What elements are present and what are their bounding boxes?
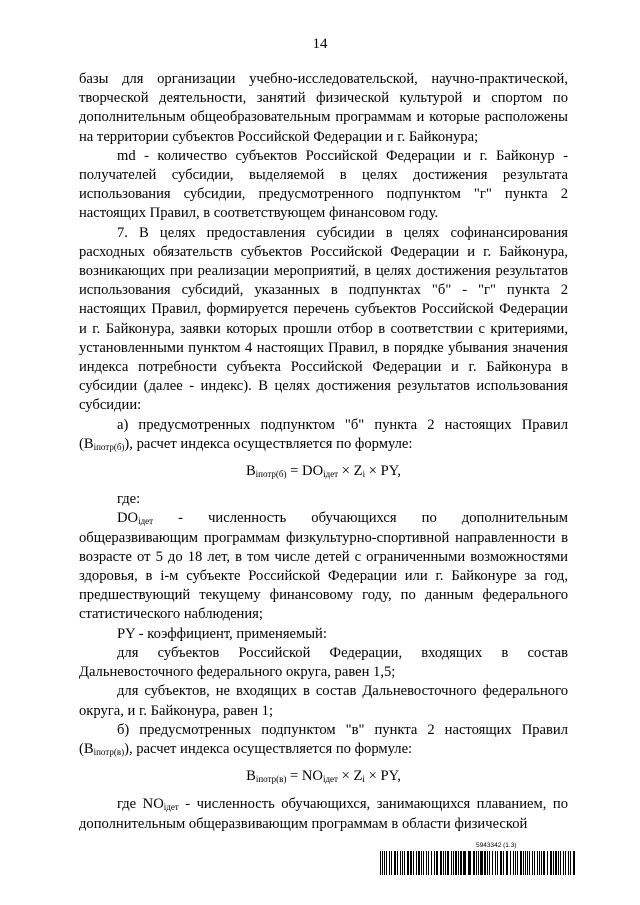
paragraph-where: где:	[117, 491, 141, 508]
paragraph-subitem-a: а) предусмотренных подпунктом "б" пункта 2 настоящих Правил $(B_{iпотр(б)})$, расчет индекса осуществляется по формуле:	[79, 416, 568, 452]
paragraph-item-7: 7. В целях предоставления субсидии в целях софинансирования расходных обязательств субъектов Российской Федерации и г. Байконура, возникающих при реализации мероприятий, в целях достижения результатов использования субсидий, указанных в подпунктах "б" - "г" пункта 2 настоящих Правил, формируется перечень субъектов Российской Федерации и г. Байконура, заявки которых прошли отбор в соответствии с критериями, установленными пунктом 4 настоящих Правил, в порядке убывания значения индекса потребности субъекта Российской Федерации и г. Байконура в субсидии (далее - индекс). В целях достижения результатов использования субсидии:	[79, 224, 568, 414]
paragraph-subitem-b: б) предусмотренных подпунктом "в" пункта 2 настоящих Правил $(B_{iпотр(в)})$, расчет индекса осуществляется по формуле:	[79, 721, 568, 757]
paragraph-md-definition: md - количество субъектов Российской Федерации и г. Байконур - получателей субсидии, выделяемой в целях достижения результата использования субсидии, предусмотренного подпунктом "г" пункта 2 настоящих Правил, в соответствующем финансовом году.	[79, 147, 568, 222]
paragraph-py-other: для субъектов, не входящих в состав Дальневосточного федерального округа, и г. Байконура, равен 1;	[79, 683, 568, 719]
formula-b: $B_{iпотр(б)} = DO_{iдет} \times Z_i$ × PY,	[245, 463, 402, 480]
formula-v: $B_{iпотр(в)} = NO_{iдет} \times Z_i$ × PY,	[246, 768, 401, 785]
barcode-block	[380, 842, 576, 875]
paragraph-py-far-east: для субъектов Российской Федерации, входящих в состав Дальневосточного федерального округа, равен 1,5;	[79, 644, 568, 681]
document-body	[79, 70, 568, 834]
page-number: 14	[312, 36, 328, 52]
paragraph-no-definition: где $NO_{iдет}$ - численность обучающихся, занимающихся плаванием, по дополнительным общеразвивающим программам в области физической	[79, 796, 568, 832]
paragraph-continuation: базы для организации учебно-исследовательской, научно-практической, творческой деятельности, занятий физической культурой и спортом по дополнительным общеобразовательным программам и которые расположены на территории субъектов Российской Федерации и г. Байконура;	[79, 71, 568, 145]
barcode-icon	[380, 851, 576, 875]
barcode-code: 5943342 (1.3)	[476, 842, 517, 849]
paragraph-do-definition: $DO_{iдет}$ - численность обучающихся по дополнительным общеразвивающим программам физкультурно-спортивной направленности в возрасте от 5 до 18 лет, в том числе детей с ограниченными возможностями здоровья, в i-м субъекте Российской Федерации или г. Байконуре за год, предшествующий текущему финансовому году, по данным федерального статистического наблюдения;	[79, 510, 568, 623]
paragraph-py-definition: PY - коэффициент, применяемый:	[117, 625, 327, 642]
